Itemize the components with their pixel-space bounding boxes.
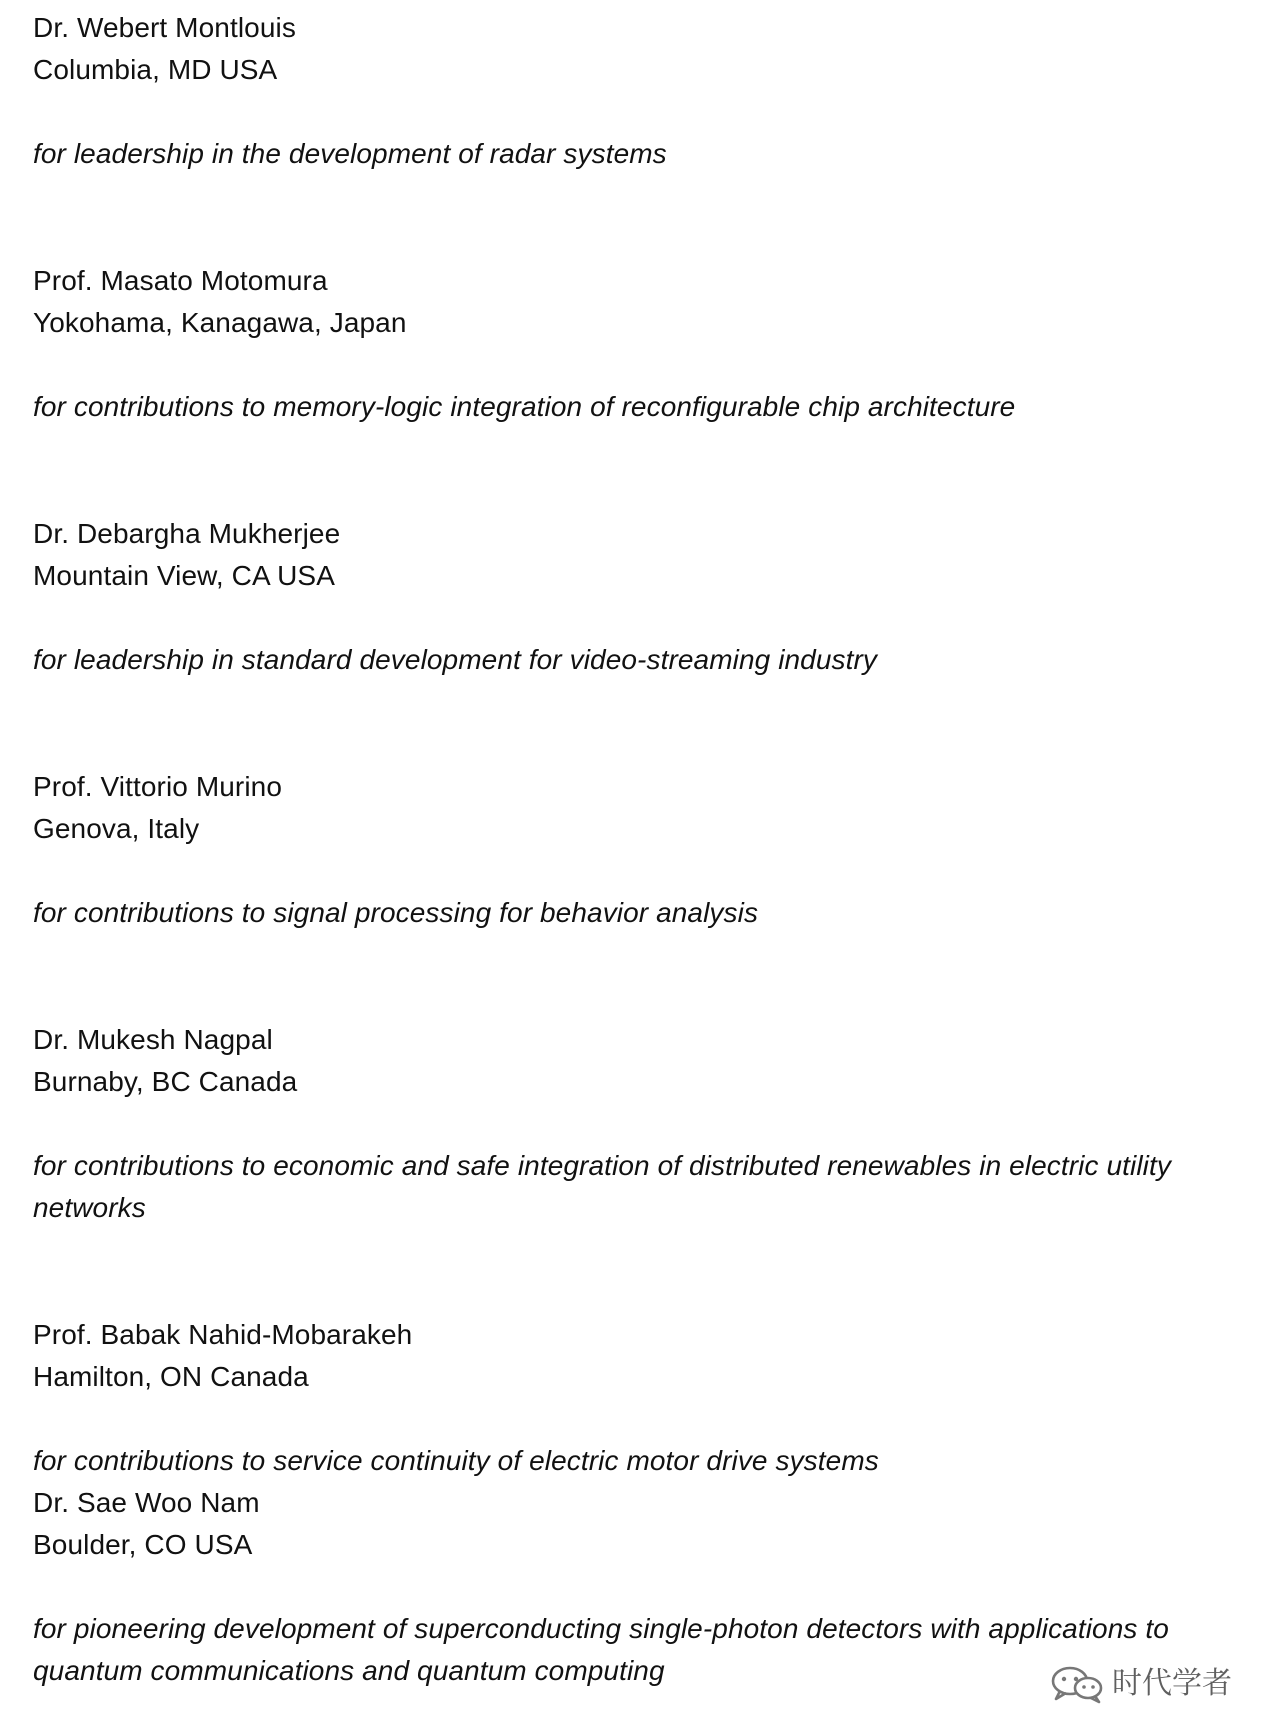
- fellow-citation: for leadership in the development of radar systems: [33, 138, 667, 169]
- wechat-icon: [1050, 1664, 1106, 1704]
- fellow-name: Prof. Masato Motomura: [33, 265, 328, 296]
- fellow-citation-continued: quantum communications and quantum computing: [33, 1655, 665, 1686]
- fellow-name: Dr. Debargha Mukherjee: [33, 518, 341, 549]
- fellow-location: Columbia, MD USA: [33, 54, 278, 85]
- fellow-name: Dr. Mukesh Nagpal: [33, 1024, 273, 1055]
- fellow-location: Burnaby, BC Canada: [33, 1066, 298, 1097]
- fellow-citation: for pioneering development of superconducting single-photon detectors with applications to: [33, 1613, 1169, 1644]
- fellow-name: Dr. Sae Woo Nam: [33, 1487, 260, 1518]
- fellow-citation: for contributions to economic and safe integration of distributed renewables in electric utility: [33, 1150, 1171, 1181]
- fellow-location: Yokohama, Kanagawa, Japan: [33, 307, 407, 338]
- fellow-citation: for contributions to signal processing for behavior analysis: [33, 897, 759, 928]
- watermark-text: 时代学者: [1112, 1666, 1232, 1701]
- fellow-name: Prof. Vittorio Murino: [33, 771, 283, 802]
- fellow-location: Mountain View, CA USA: [33, 560, 335, 591]
- fellow-citation: for leadership in standard development for video-streaming industry: [33, 644, 878, 675]
- fellow-location: Hamilton, ON Canada: [33, 1361, 309, 1392]
- fellow-citation-continued: networks: [33, 1192, 146, 1223]
- fellow-location: Genova, Italy: [33, 813, 200, 844]
- watermark: [1050, 1662, 1232, 1706]
- fellow-citation: for contributions to memory-logic integration of reconfigurable chip architecture: [33, 391, 1016, 422]
- fellow-name: Prof. Babak Nahid-Mobarakeh: [33, 1319, 413, 1350]
- fellow-location: Boulder, CO USA: [33, 1529, 253, 1560]
- fellow-citation: for contributions to service continuity of electric motor drive systems: [33, 1445, 879, 1476]
- fellow-name: Dr. Webert Montlouis: [33, 12, 296, 43]
